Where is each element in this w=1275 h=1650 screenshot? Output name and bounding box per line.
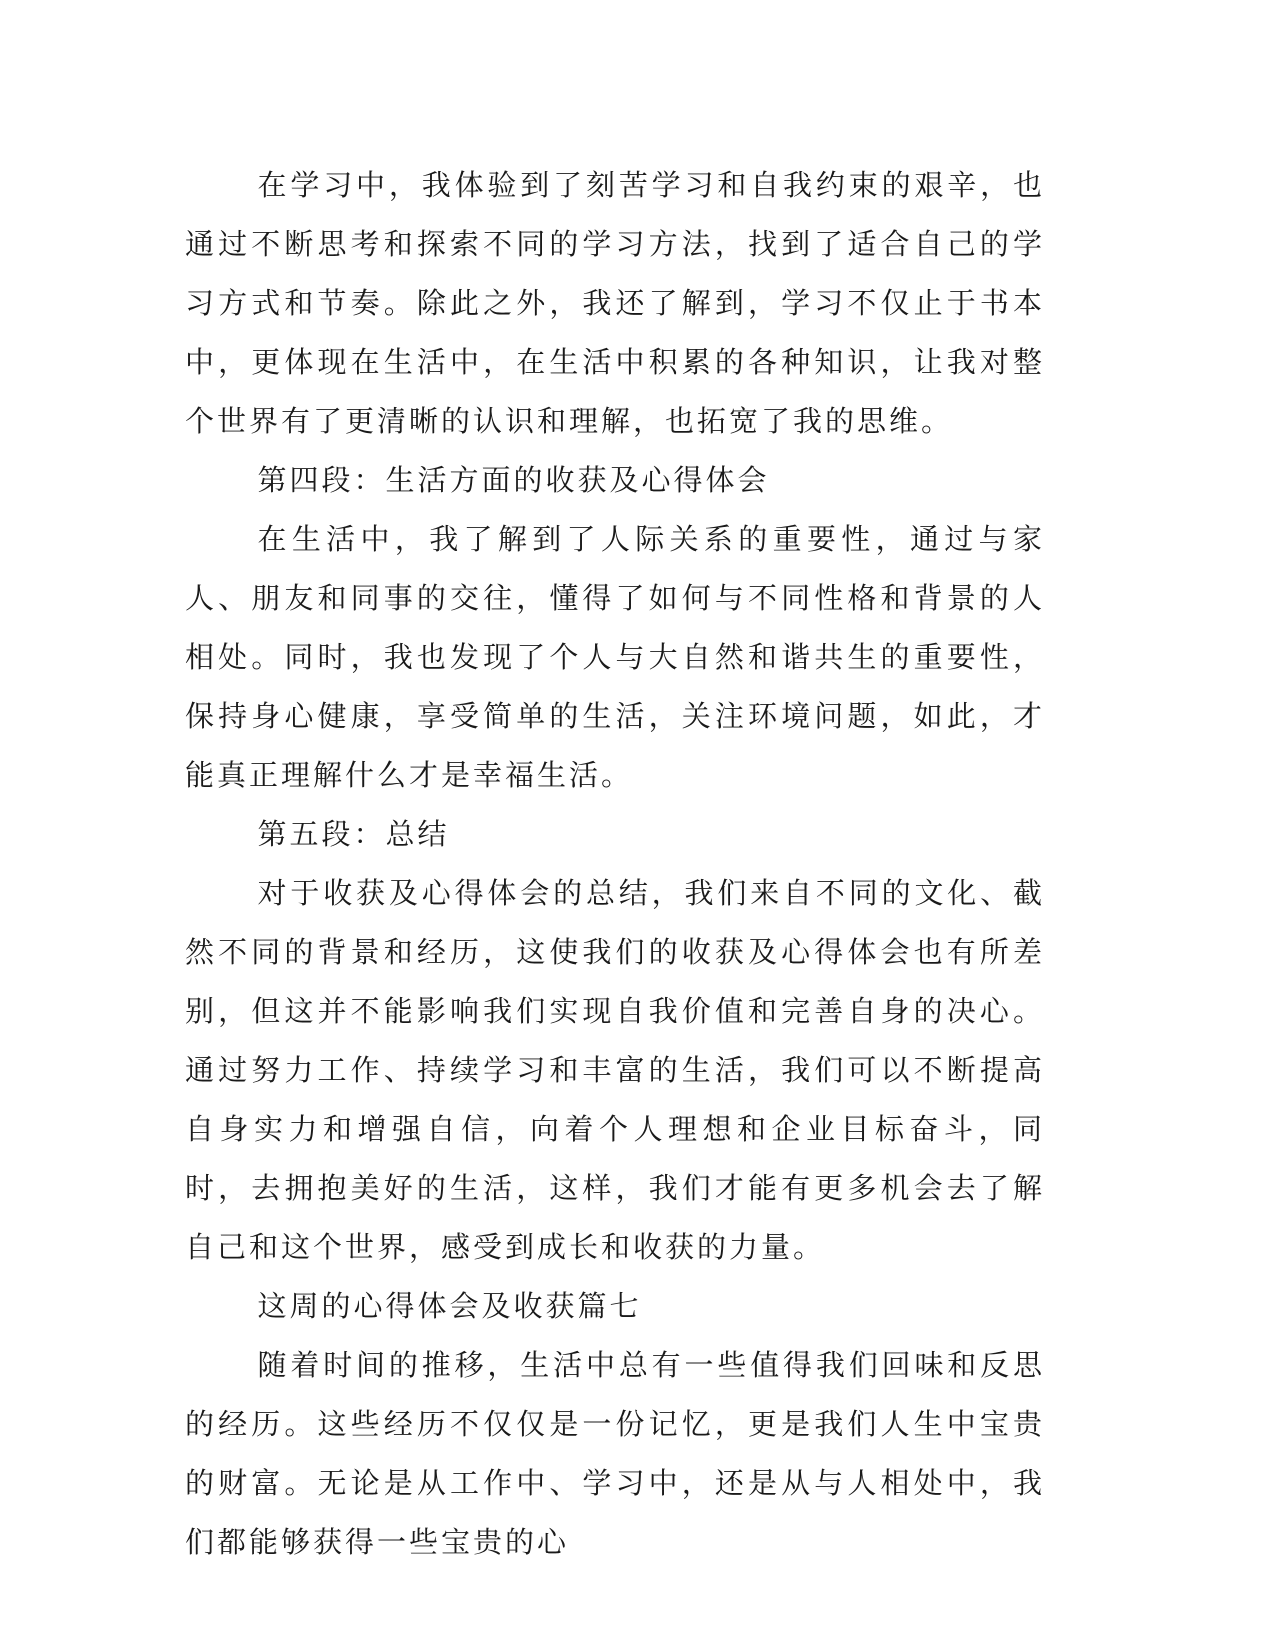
paragraph-study-experience: 在学习中，我体验到了刻苦学习和自我约束的艰辛，也通过不断思考和探索不同的学习方法，找到了适合自己的学习方式和节奏。除此之外，我还了解到，学习不仅止于书本中，更体现在生活中，在生活中积累的各种知识，让我对整个世界有了更清晰的认识和理解，也拓宽了我的思维。 <box>185 168 1045 438</box>
article-title-part-7: 这周的心得体会及收获篇七 <box>257 1289 642 1323</box>
paragraph-life-gains: 在生活中，我了解到了人际关系的重要性，通过与家人、朋友和同事的交往，懂得了如何与不同性格和背景的人相处。同时，我也发现了个人与大自然和谐共生的重要性，保持身心健康，享受简单的生活，关注环境问题，如此，才能真正理解什么才是幸福生活。 <box>185 522 1045 792</box>
paragraph-reflection: 随着时间的推移，生活中总有一些值得我们回味和反思的经历。这些经历不仅仅是一份记忆，更是我们人生中宝贵的财富。无论是从工作中、学习中，还是从与人相处中，我们都能够获得一些宝贵的心 <box>185 1348 1045 1559</box>
section-heading-4: 第四段：生活方面的收获及心得体会 <box>257 463 770 497</box>
document-body <box>185 156 1045 1572</box>
section-heading-5: 第五段：总结 <box>257 817 450 851</box>
paragraph-summary: 对于收获及心得体会的总结，我们来自不同的文化、截然不同的背景和经历，这使我们的收获及心得体会也有所差别，但这并不能影响我们实现自我价值和完善自身的决心。通过努力工作、持续学习和丰富的生活，我们可以不断提高自身实力和增强自信，向着个人理想和企业目标奋斗，同时，去拥抱美好的生活，这样，我们才能有更多机会去了解自己和这个世界，感受到成长和收获的力量。 <box>185 876 1045 1264</box>
